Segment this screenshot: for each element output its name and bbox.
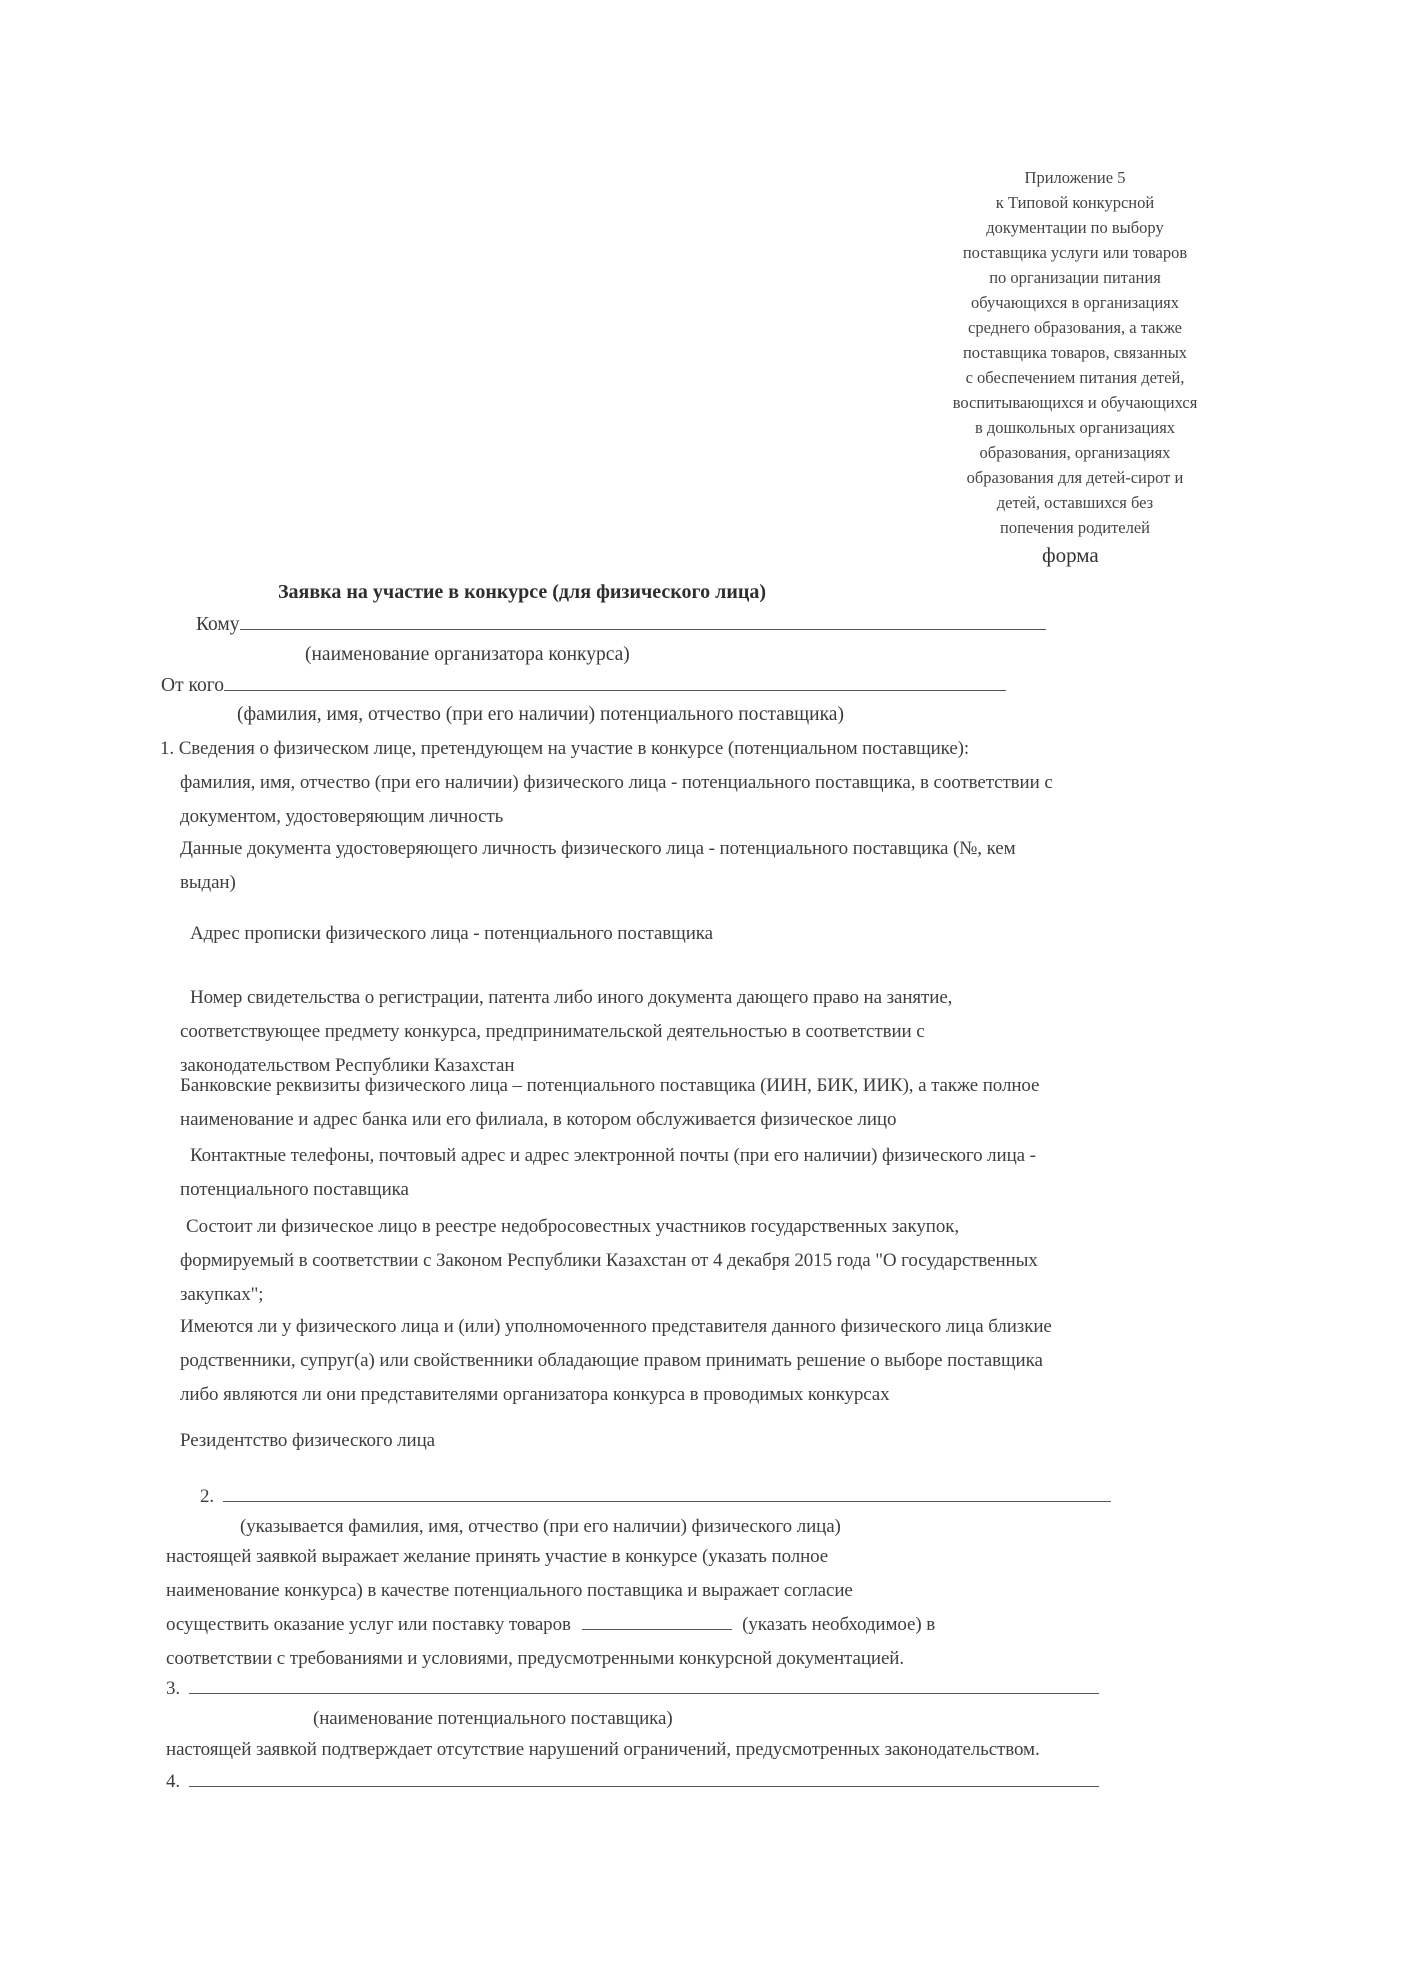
section1-item-residency	[180, 1424, 435, 1458]
from-hint: (фамилия, имя, отчество (при его наличии) потенциального поставщика)	[237, 704, 844, 725]
item-line: Банковские реквизиты физического лица – потенциального поставщика (ИИН, БИК, ИИК), а также полное	[180, 1075, 1040, 1096]
section2-field	[200, 1480, 1111, 1514]
item-line: либо являются ли они представителями организатора конкурса в проводимых конкурсах	[180, 1384, 890, 1405]
text-line	[166, 1608, 935, 1642]
section4-number: 4.	[166, 1771, 181, 1792]
section1-item-bank	[180, 1069, 1039, 1137]
item-line: Номер свидетельства о регистрации, патента либо иного документа дающего право на занятие,	[190, 987, 953, 1008]
appendix-line: образования, организациях	[979, 443, 1171, 462]
document-title: Заявка на участие в конкурсе (для физического лица)	[278, 581, 767, 603]
item-line: формируемый в соответствии с Законом Республики Казахстан от 4 декабря 2015 года "О государственных	[180, 1250, 1038, 1271]
section3-field	[166, 1672, 1099, 1706]
appendix-line: к Типовой конкурсной	[995, 193, 1155, 212]
section3-text: настоящей заявкой подтверждает отсутствие нарушений ограничений, предусмотренных законодательством.	[166, 1739, 1040, 1760]
section1-item-relatives	[180, 1310, 1052, 1412]
appendix-line: образования для детей-сирот и	[966, 468, 1184, 487]
text-line: соответствии с требованиями и условиями, предусмотренными конкурсной документацией.	[166, 1648, 905, 1669]
item-line: фамилия, имя, отчество (при его наличии) физического лица - потенциального поставщика, в соответствии с	[180, 772, 1053, 793]
from-input-line[interactable]	[224, 689, 1006, 691]
item-line: документом, удостоверяющим личность	[180, 806, 504, 827]
text-fragment: осуществить оказание услуг или поставку товаров	[166, 1614, 571, 1635]
appendix-line: обучающихся в организациях	[970, 293, 1180, 312]
appendix-line: среднего образования, а также	[968, 318, 1182, 337]
section3-input-line[interactable]	[189, 1692, 1099, 1694]
appendix-line: поставщика товаров, связанных	[962, 343, 1188, 362]
appendix-line: по организации питания	[989, 268, 1161, 287]
item-line: потенциального поставщика	[180, 1179, 409, 1200]
text-line: настоящей заявкой выражает желание принять участие в конкурсе (указать полное	[166, 1546, 829, 1567]
form-label: форма	[1042, 543, 1099, 567]
item-line: законодательством Республики Казахстан	[180, 1055, 515, 1076]
item-line: Данные документа удостоверяющего личность физического лица - потенциального поставщика (№, кем	[180, 838, 1016, 859]
item-line: Резидентство физического лица	[180, 1430, 436, 1451]
to-label: Кому	[196, 614, 240, 635]
to-hint: (наименование организатора конкурса)	[305, 644, 630, 665]
from-label: От кого	[161, 675, 224, 696]
goods-input-line[interactable]	[582, 1628, 732, 1630]
item-line: Адрес прописки физического лица - потенциального поставщика	[190, 923, 713, 944]
item-line: соответствующее предмету конкурса, предпринимательской деятельностью в соответствии с	[180, 1021, 925, 1042]
section4-input-line[interactable]	[189, 1785, 1099, 1787]
section1-heading: 1. Сведения о физическом лице, претендующем на участие в конкурсе (потенциальном поставщике):	[160, 738, 970, 759]
item-line: наименование и адрес банка или его филиала, в котором обслуживается физическое лицо	[180, 1109, 897, 1130]
appendix-line: воспитывающихся и обучающихся	[952, 393, 1198, 412]
item-line: закупках";	[180, 1284, 264, 1305]
section3-hint: (наименование потенциального поставщика)	[313, 1708, 673, 1729]
item-line: родственники, супруг(а) или свойственники обладающие правом принимать решение о выборе поставщика	[180, 1350, 1043, 1371]
appendix-line: поставщика услуги или товаров	[962, 243, 1188, 262]
from-field	[161, 675, 1006, 697]
section1-item-address	[190, 917, 713, 951]
text-line: наименование конкурса) в качестве потенциального поставщика и выражает согласие	[166, 1580, 853, 1601]
appendix-line: в дошкольных организациях	[974, 418, 1176, 437]
appendix-line: документации по выбору	[986, 218, 1164, 237]
appendix-line: детей, оставшихся без	[996, 493, 1154, 512]
section2-hint: (указывается фамилия, имя, отчество (при его наличии) физического лица)	[240, 1516, 841, 1537]
section2-text	[166, 1540, 935, 1676]
section4-field	[166, 1765, 1099, 1799]
item-line: Имеются ли у физического лица и (или) уполномоченного представителя данного физического лица близкие	[180, 1316, 1052, 1337]
section1-item-id-document	[180, 832, 1016, 900]
to-input-line[interactable]	[240, 628, 1046, 630]
section3-number: 3.	[166, 1678, 181, 1699]
section1-item-registry	[180, 1210, 1038, 1312]
section2-number: 2.	[200, 1486, 215, 1507]
to-field	[196, 614, 1046, 636]
item-line: Контактные телефоны, почтовый адрес и адрес электронной почты (при его наличии) физического лица -	[190, 1145, 1036, 1166]
item-line: выдан)	[180, 872, 236, 893]
appendix-line: Приложение 5	[1024, 168, 1126, 187]
section1-item-fio	[180, 766, 1053, 834]
text-fragment: (указать необходимое) в	[742, 1614, 936, 1635]
section1-item-registration	[180, 981, 952, 1083]
appendix-line: с обеспечением питания детей,	[965, 368, 1185, 387]
item-line: Состоит ли физическое лицо в реестре недобросовестных участников государственных закупок,	[186, 1216, 959, 1237]
appendix-line: попечения родителей	[1000, 518, 1150, 537]
section2-input-line[interactable]	[223, 1500, 1111, 1502]
appendix-header	[920, 165, 1230, 540]
section1-item-contacts	[180, 1139, 1036, 1207]
